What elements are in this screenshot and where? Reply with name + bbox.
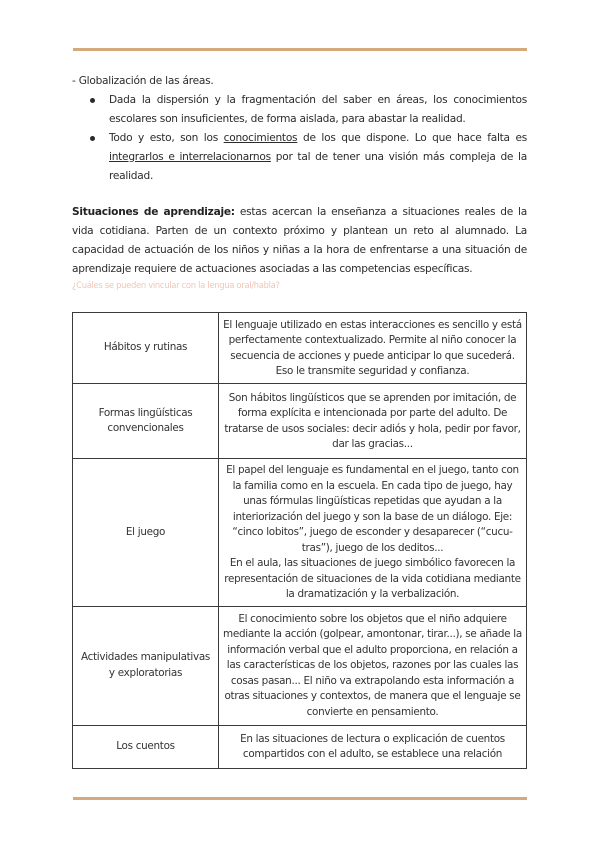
bullet-dot-icon xyxy=(90,98,95,103)
row-label: Hábitos y rutinas xyxy=(73,313,219,384)
underlined-term-conocimientos: conocimientos xyxy=(223,131,298,144)
bullet-item xyxy=(72,91,527,129)
row-label: Formas lingüísticas convencionales xyxy=(73,384,219,459)
table-row xyxy=(73,606,527,725)
row-description: El conocimiento sobre los objetos que el niño adquiere mediante la acción (golpear, amontonar, tirar...), se añade la información verbal que el adulto proporciona, en relación a las características de los objetos, razones por las cuales las cosas pasan... El niño va extrapolando esta información a otras situaciones y contextos, de manera que el lenguaje se convierte en pensamiento. xyxy=(219,606,527,725)
globalization-heading: - Globalización de las áreas. xyxy=(72,75,214,87)
row-description: En las situaciones de lectura o explicación de cuentos compartidos con el adulto, se establece una relación xyxy=(219,725,527,768)
row-label: Los cuentos xyxy=(73,725,219,768)
row-description: El lenguaje utilizado en estas interacciones es sencillo y está perfectamente contextualizado. Permite al niño conocer la secuencia de acciones y puede anticipar lo que sucederá. Eso le transmite seguridad y confianza. xyxy=(219,313,527,384)
situations-paragraph xyxy=(72,203,527,279)
table-row xyxy=(73,384,527,459)
bullet-text: Dada la dispersión y la fragmentación del saber en áreas, los conocimientos escolares son insuficientes, de forma aislada, para abastar la realidad. xyxy=(109,93,527,125)
footer-rule xyxy=(73,797,527,800)
row-description: El papel del lenguaje es fundamental en el juego, tanto con la familia como en la escuela. En cada tipo de juego, hay unas fórmulas lingüísticas repetidas que ayudan a la interiorización del juego y son la base de un diálogo. Eje: “cinco lobitos”, juego de esconder y desaparecer (“cucu-tras”), juego de los deditos... xyxy=(226,464,519,554)
row-label: El juego xyxy=(73,459,219,607)
table-row xyxy=(73,459,527,607)
row-description-continued: En el aula, las situaciones de juego simbólico favorecen la representación de situaciones de la vida cotidiana mediante la dramatización y la verbalización. xyxy=(224,557,521,600)
bullet-text-pre: Todo y esto, son los xyxy=(109,131,224,144)
globalization-bullet-list xyxy=(72,91,527,186)
table-row xyxy=(73,313,527,384)
underlined-term-integrarlos: integrarlos e interrelacionarnos xyxy=(109,150,271,163)
situations-body: estas acercan la enseñanza a situaciones reales de la vida cotidiana. Parten de un contexto próximo y plantean un reto al alumnado. La capacidad de actuación de los niños y niñas a la hora de enfrentarse a una situación de aprendizaje requiere de actuaciones asociadas a las competencias específicas. xyxy=(72,206,527,276)
guiding-question: ¿Cuáles se pueden vincular con la lengua oral/habla? xyxy=(72,280,280,291)
row-description: Son hábitos lingüísticos que se aprenden por imitación, de forma explícita e intencionada por parte del adulto. De tratarse de usos sociales: decir adiós y hola, pedir por favor, dar las gracias... xyxy=(219,384,527,459)
bullet-item xyxy=(72,129,527,186)
row-description-cell xyxy=(219,459,527,607)
document-body xyxy=(72,72,527,291)
bullet-text-mid: de los que dispone. Lo que hace falta es xyxy=(297,131,527,144)
header-rule xyxy=(73,48,527,51)
bullet-dot-icon xyxy=(90,136,95,141)
bullet-text-post: por tal de tener una visión más compleja de la realidad. xyxy=(109,150,527,182)
table-row xyxy=(73,725,527,768)
learning-situations-table xyxy=(72,312,527,769)
situations-title: Situaciones de aprendizaje: xyxy=(72,206,235,219)
row-label: Actividades manipulativas y exploratorias xyxy=(73,606,219,725)
